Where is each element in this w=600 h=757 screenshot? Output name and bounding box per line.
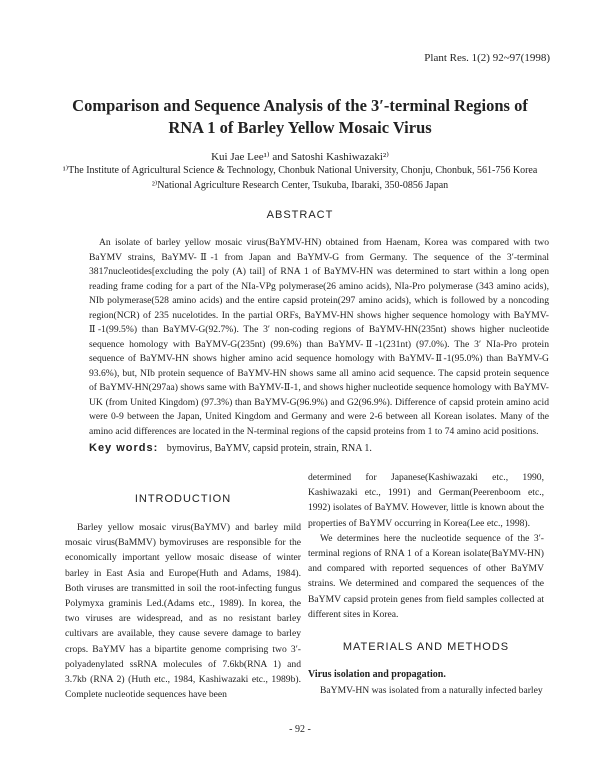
- journal-reference: Plant Res. 1(2) 92~97(1998): [424, 52, 550, 64]
- paper-title: Comparison and Sequence Analysis of the 3′-terminal Regions of RNA 1 of Barley Yellow Mosaic Virus: [72, 96, 528, 137]
- keywords-text: bymovirus, BaYMV, capsid protein, strain, RNA 1.: [166, 443, 372, 454]
- introduction-paragraph-1: Barley yellow mosaic virus(BaYMV) and barley mild mosaic virus(BaMMV) bymoviruses are responsible for the economically important yellow mosaic disease of winter barley in East Asia and Europe(Huth and Adams, 1984). Both viruses are transmitted in soil the root-infecting fungus Polymyxa graminis Led.(Adams etc., 1989). In korea, the two viruses are widespread, and as no resistant barley cultivars are available, they cause severe damage to barley crops. BaYMV has a bipartite genome comprising two 3′-polyadenylated ssRNA molecules of 7.6kb(RNA 1) and 3.7kb (RNA 2) (Huth etc., 1984, Kashiwazaki etc., 1989b). Complete nucleotide sequences have been: [65, 522, 301, 701]
- page-number: - 92 -: [289, 724, 311, 735]
- methods-heading: MATERIALS AND METHODS: [342, 641, 510, 653]
- introduction-left-column: [65, 520, 301, 702]
- introduction-paragraph-1-continued: determined for Japanese(Kashiwazaki etc., 1990, Kashiwazaki etc., 1991) and German(Peerenboom etc., 1992) isolates of BaYMV. However, little is known about the properties of BaYMV occurring in Korea(Lee etc., 1998).: [308, 472, 544, 529]
- affiliation-2: ²⁾National Agriculture Research Center, Tsukuba, Ibaraki, 350-0856 Japan: [151, 180, 449, 191]
- affiliation-1: ¹⁾The Institute of Agricultural Science & Technology, Chonbuk National University, Chonju, Chonbuk, 561-756 Korea: [62, 165, 538, 176]
- keywords-label: Key words:: [89, 442, 159, 454]
- introduction-heading: INTRODUCTION: [134, 493, 232, 505]
- introduction-right-column: [308, 470, 544, 622]
- methods-subheading: Virus isolation and propagation.: [308, 669, 446, 680]
- abstract-heading: ABSTRACT: [266, 209, 334, 221]
- authors: Kui Jae Lee¹⁾ and Satoshi Kashiwazaki²⁾: [211, 151, 389, 163]
- methods-text: BaYMV-HN was isolated from a naturally infected barley: [320, 685, 543, 696]
- introduction-paragraph-2: We determines here the nucleotide sequence of the 3′-terminal regions of RNA 1 of a Korean isolate(BaYMV-HN) and compared with reported sequences of other BaYMV strains. We determined and compared the sequences of the BaYMV capsid protein genes from field samples collected at different sites in Korea.: [308, 532, 544, 620]
- abstract-text: An isolate of barley yellow mosaic virus(BaYMV-HN) obtained from Haenam, Korea was compared with two BaYMV strains, BaYMV-Ⅱ-1 from Japan and BaYMV-G from Germany. The sequence of the 3′-terminal 3817nucleotides[excluding the poly (A) tail] of RNA 1 of BaYMV-HN was determined to start within a long open reading frame coding for a part of the NIa-VPg polymerase(26 amino acids), NIa-Pro polymerase (343 amino acids), NIb polymerase(528 amino acids) and the entire capsid protein(297 amino acids), which is followed by a noncoding region(NCR) of 235 nucelotides. In the partial ORFs, BaYMV-HN shows higher sequence homology with BaYMV-Ⅱ-1(99.5%) than BaYMV-G(92.7%). The 3′ non-coding regions of BaYMV-HN(235nt) shows higher nucleotide sequence homology with BaYMV-G(235nt) (99.6%) than BaYMV-Ⅱ-1(231nt) (97.0%). The 3′ NIa-Pro protein sequence of BaYMV-HN shows higher amino acid sequence homology with BaYMV-Ⅱ-1(95.0%) than BaYMV-G 93.6%), but, NIb protein sequence of BaYMV-HN shows same all amino acid sequence. The capsid protein sequence of BaYMV-HN(297aa) shows same with BaYMV-Ⅱ-1, and shows higher nucleotide sequence homology with BaYMV-UK (from United Kingdom) (97.3%) than BaYMV-G(96.9%) and G2(96.9%). Difference of capsid protein amino acid were 0-9 between the Japan, United Kingdom and Germany and were 2-6 between all Korean isolates. Many of the amino acid differences are located in the N-terminal regions of the capsid proteins from 1 to 74 amino acid positions.: [89, 237, 549, 437]
- keywords: [89, 442, 549, 454]
